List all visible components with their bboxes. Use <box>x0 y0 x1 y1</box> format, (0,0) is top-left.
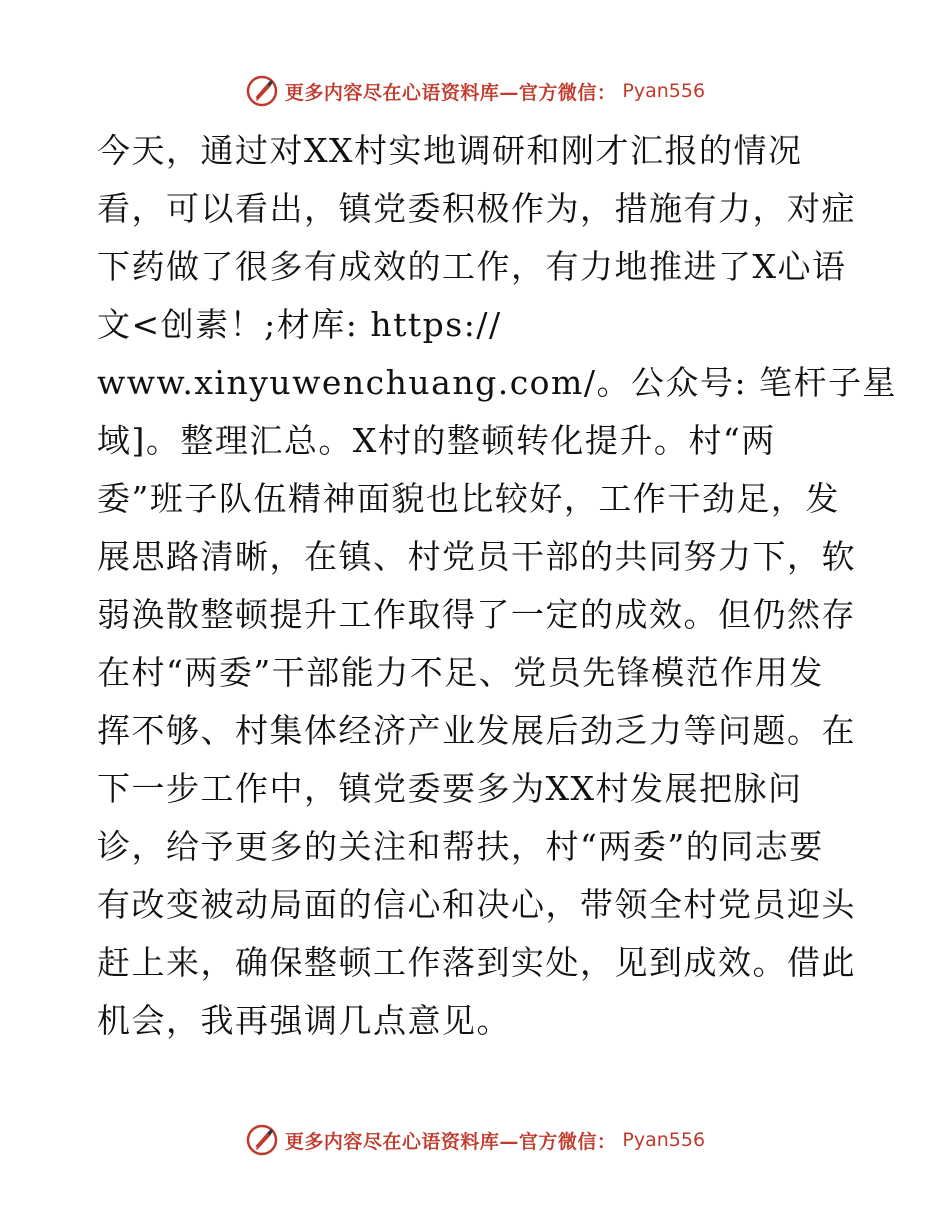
header-banner <box>0 71 950 111</box>
body-line: 展思路清晰，在镇、村党员干部的共同努力下，软 <box>97 537 856 576</box>
body-line: 赶上来，确保整顿工作落到实处，见到成效。借此 <box>97 943 856 982</box>
body-line: 委”班子队伍精神面貌也比较好，工作干劲足，发 <box>97 479 840 518</box>
body-line: www.xinyuwenchuang.com/。公众号: 笔杆子星 <box>97 363 898 402</box>
header-wechat-id: Pyan556 <box>622 80 706 102</box>
pen-logo-icon <box>245 74 279 108</box>
body-line: 有改变被动局面的信心和决心，带领全村党员迎头 <box>97 885 856 924</box>
document-body <box>97 122 898 1050</box>
body-line: 下一步工作中，镇党委要多为XX村发展把脉问 <box>97 769 803 808</box>
body-line: 在村“两委”干部能力不足、党员先锋模范作用发 <box>97 653 824 692</box>
footer-banner-text: 更多内容尽在心语资料库—官方微信： <box>284 1130 617 1153</box>
footer-banner <box>0 1120 950 1160</box>
body-line: 诊，给予更多的关注和帮扶，村“两委”的同志要 <box>97 827 824 866</box>
body-line: 弱涣散整顿提升工作取得了一定的成效。但仍然存 <box>97 595 856 634</box>
body-line: 下药做了很多有成效的工作，有力地推进了X心语 <box>97 247 847 286</box>
pen-logo-icon <box>245 1123 279 1157</box>
body-line: 看，可以看出，镇党委积极作为，措施有力，对症 <box>97 189 856 228</box>
footer-wechat-id: Pyan556 <box>622 1129 706 1151</box>
body-line: 挥不够、村集体经济产业发展后劲乏力等问题。在 <box>97 711 856 750</box>
body-line: 今天，通过对XX村实地调研和刚才汇报的情况 <box>97 131 803 170</box>
body-line: 机会，我再强调几点意见。 <box>97 1001 511 1040</box>
body-line: 文<创素！;材库: https:// <box>97 305 502 344</box>
body-line: 域]。整理汇总。X村的整顿转化提升。村“两 <box>97 421 776 460</box>
header-banner-text: 更多内容尽在心语资料库—官方微信： <box>284 81 617 104</box>
